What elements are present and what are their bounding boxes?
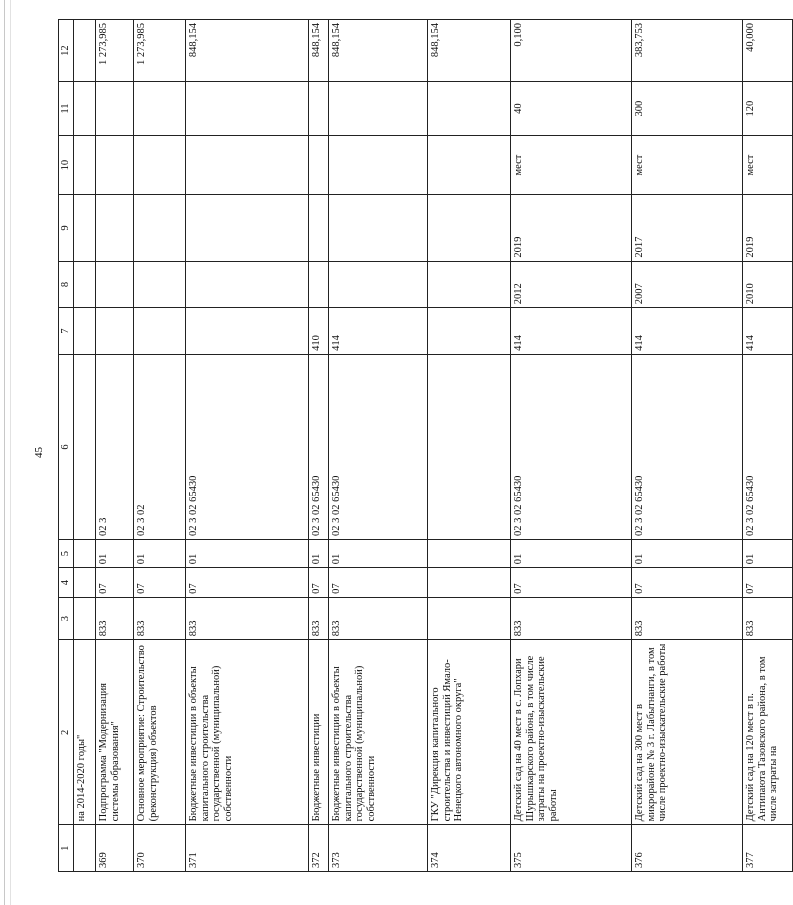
table-cell-col-8 [185, 261, 308, 308]
table-cell-col-6: 02 3 02 65430 [185, 354, 308, 539]
table-cell-col-10 [427, 135, 510, 194]
table-cell-col-10: мест [631, 135, 742, 194]
table-cell-col-4: 07 [308, 568, 328, 598]
table-cell-col-12: 848,154 [308, 20, 328, 82]
table-cell-col-1: 375 [510, 825, 631, 872]
table-cell-col-7 [95, 308, 133, 355]
column-number-cell: 4 [59, 568, 74, 598]
table-cell-col-1: 370 [133, 825, 185, 872]
table-cell-col-8 [133, 261, 185, 308]
table-cell-col-3: 833 [133, 597, 185, 639]
table-cell-col-3: 833 [185, 597, 308, 639]
table-cell-col-12: 848,154 [185, 20, 308, 82]
column-number-cell: 9 [59, 195, 74, 261]
table-cell-col-9 [95, 195, 133, 261]
table-cell-col-3: 833 [328, 597, 427, 639]
table-cell-col-5: 01 [133, 540, 185, 568]
table-cell-col-8 [95, 261, 133, 308]
table-cell-col-12 [73, 20, 95, 82]
table-cell-col-9 [427, 195, 510, 261]
table-row [185, 20, 308, 872]
table-cell-col-5: 01 [631, 540, 742, 568]
column-number-cell: 2 [59, 640, 74, 825]
table-row [742, 20, 792, 872]
table-cell-col-9 [328, 195, 427, 261]
table-cell-col-11 [308, 82, 328, 136]
table-cell-col-2: Бюджетные инвестиции [308, 640, 328, 825]
table-cell-col-8 [427, 261, 510, 308]
table-cell-col-8 [308, 261, 328, 308]
table-cell-col-12: 848,154 [427, 20, 510, 82]
table-cell-col-4: 07 [631, 568, 742, 598]
table-cell-col-11: 120 [742, 82, 792, 136]
table-cell-col-12: 1 273,985 [95, 20, 133, 82]
table-cell-col-11 [133, 82, 185, 136]
table-cell-col-2: ГКУ "Дирекция капитального строительства и инвестиций Ямало-Ненецкого автономного округа" [427, 640, 510, 825]
table-cell-col-4: 07 [510, 568, 631, 598]
table-cell-col-3 [73, 597, 95, 639]
table-cell-col-9: 2019 [510, 195, 631, 261]
table-cell-col-6: 02 3 02 [133, 354, 185, 539]
table-cell-col-5 [73, 540, 95, 568]
table-cell-col-7: 414 [328, 308, 427, 355]
table-row [95, 20, 133, 872]
budget-table [58, 19, 793, 872]
column-number-cell: 1 [59, 825, 74, 872]
table-cell-col-6: 02 3 02 65430 [328, 354, 427, 539]
table-cell-col-6: 02 3 02 65430 [510, 354, 631, 539]
table-cell-col-7 [185, 308, 308, 355]
table-cell-col-9 [133, 195, 185, 261]
table-cell-col-1: 376 [631, 825, 742, 872]
table-cell-col-2: Детский сад на 300 мест в микрорайоне № 3 г. Лабытнанги, в том числе проектно-изыскательские работы [631, 640, 742, 825]
table-cell-col-9: 2019 [742, 195, 792, 261]
table-cell-col-2: Детский сад на 120 мест в п. Антипаюта Тазовского района, в том числе затраты на [742, 640, 792, 825]
table-cell-col-1: 369 [95, 825, 133, 872]
table-cell-col-5: 01 [742, 540, 792, 568]
table-cell-col-4 [427, 568, 510, 598]
table-cell-col-4: 07 [133, 568, 185, 598]
table-cell-col-5: 01 [328, 540, 427, 568]
table-cell-col-10 [308, 135, 328, 194]
table-cell-col-4: 07 [185, 568, 308, 598]
table-cell-col-3: 833 [742, 597, 792, 639]
table-cell-col-12: 1 273,985 [133, 20, 185, 82]
table-row [328, 20, 427, 872]
table-cell-col-10 [328, 135, 427, 194]
table-cell-col-8: 2007 [631, 261, 742, 308]
table-row [308, 20, 328, 872]
table-cell-col-4 [73, 568, 95, 598]
table-cell-col-4: 07 [328, 568, 427, 598]
table-cell-col-3: 833 [510, 597, 631, 639]
table-cell-col-6 [73, 354, 95, 539]
table-cell-col-6: 02 3 02 65430 [631, 354, 742, 539]
table-cell-col-6 [427, 354, 510, 539]
table-cell-col-11 [73, 82, 95, 136]
table-cell-col-3: 833 [308, 597, 328, 639]
table-cell-col-7: 410 [308, 308, 328, 355]
table-cell-col-3: 833 [631, 597, 742, 639]
table-cell-col-5: 01 [95, 540, 133, 568]
table-cell-col-6: 02 3 02 65430 [742, 354, 792, 539]
column-number-cell: 11 [59, 82, 74, 136]
table-cell-col-2: на 2014-2020 годы" [73, 640, 95, 825]
table-cell-col-5: 01 [510, 540, 631, 568]
table-cell-col-9 [308, 195, 328, 261]
table-row [427, 20, 510, 872]
table-row [73, 20, 95, 872]
table-cell-col-7 [133, 308, 185, 355]
table-cell-col-8 [328, 261, 427, 308]
table-cell-col-7 [73, 308, 95, 355]
table-cell-col-10: мест [510, 135, 631, 194]
column-number-cell: 6 [59, 354, 74, 539]
page-number: 45 [33, 447, 45, 458]
table-cell-col-11 [328, 82, 427, 136]
column-number-cell: 12 [59, 20, 74, 82]
table-cell-col-2: Бюджетные инвестиции в объекты капитального строительства государственной (муниципальной) собственности [185, 640, 308, 825]
table-cell-col-12: 0,100 [510, 20, 631, 82]
table-cell-col-7: 414 [510, 308, 631, 355]
table-cell-col-11: 300 [631, 82, 742, 136]
column-number-cell: 7 [59, 308, 74, 355]
table-cell-col-12: 848,154 [328, 20, 427, 82]
table-cell-col-8: 2012 [510, 261, 631, 308]
table-cell-col-6: 02 3 [95, 354, 133, 539]
table-cell-col-7 [427, 308, 510, 355]
column-number-cell: 5 [59, 540, 74, 568]
column-number-cell: 8 [59, 261, 74, 308]
column-number-row [59, 20, 74, 872]
column-number-cell: 3 [59, 597, 74, 639]
table-cell-col-11 [95, 82, 133, 136]
table-cell-col-5: 01 [185, 540, 308, 568]
table-cell-col-12: 383,753 [631, 20, 742, 82]
table-row [133, 20, 185, 872]
table-cell-col-11 [185, 82, 308, 136]
table-row [631, 20, 742, 872]
table-cell-col-2: Бюджетные инвестиции в объекты капитального строительства государственной (муниципальной) собственности [328, 640, 427, 825]
table-cell-col-9 [73, 195, 95, 261]
table-cell-col-10 [95, 135, 133, 194]
table-cell-col-2: Подпрограмма "Модернизация системы образования" [95, 640, 133, 825]
table-cell-col-10 [185, 135, 308, 194]
table-cell-col-5: 01 [308, 540, 328, 568]
table-cell-col-4: 07 [95, 568, 133, 598]
table-cell-col-1: 371 [185, 825, 308, 872]
table-cell-col-3: 833 [95, 597, 133, 639]
table-cell-col-11 [427, 82, 510, 136]
table-cell-col-1: 373 [328, 825, 427, 872]
table-cell-col-10 [73, 135, 95, 194]
table-cell-col-9: 2017 [631, 195, 742, 261]
table-cell-col-7: 414 [742, 308, 792, 355]
table-cell-col-2: Основное мероприятие: Строительство (реконструкция) объектов [133, 640, 185, 825]
table-cell-col-1 [73, 825, 95, 872]
table-cell-col-1: 372 [308, 825, 328, 872]
table-cell-col-8: 2010 [742, 261, 792, 308]
table-cell-col-10 [133, 135, 185, 194]
column-number-cell: 10 [59, 135, 74, 194]
table-cell-col-1: 374 [427, 825, 510, 872]
table-cell-col-3 [427, 597, 510, 639]
table-cell-col-2: Детский сад на 40 мест в с. Лопхари Шурышкарского района, в том числе затраты на проектно-изыскательские работы [510, 640, 631, 825]
table-cell-col-11: 40 [510, 82, 631, 136]
table-cell-col-4: 07 [742, 568, 792, 598]
table-cell-col-1: 377 [742, 825, 792, 872]
table-cell-col-8 [73, 261, 95, 308]
table-cell-col-5 [427, 540, 510, 568]
table-cell-col-9 [185, 195, 308, 261]
table-cell-col-7: 414 [631, 308, 742, 355]
table-cell-col-12: 40,000 [742, 20, 792, 82]
table-row [510, 20, 631, 872]
table-cell-col-6: 02 3 02 65430 [308, 354, 328, 539]
table-cell-col-10: мест [742, 135, 792, 194]
